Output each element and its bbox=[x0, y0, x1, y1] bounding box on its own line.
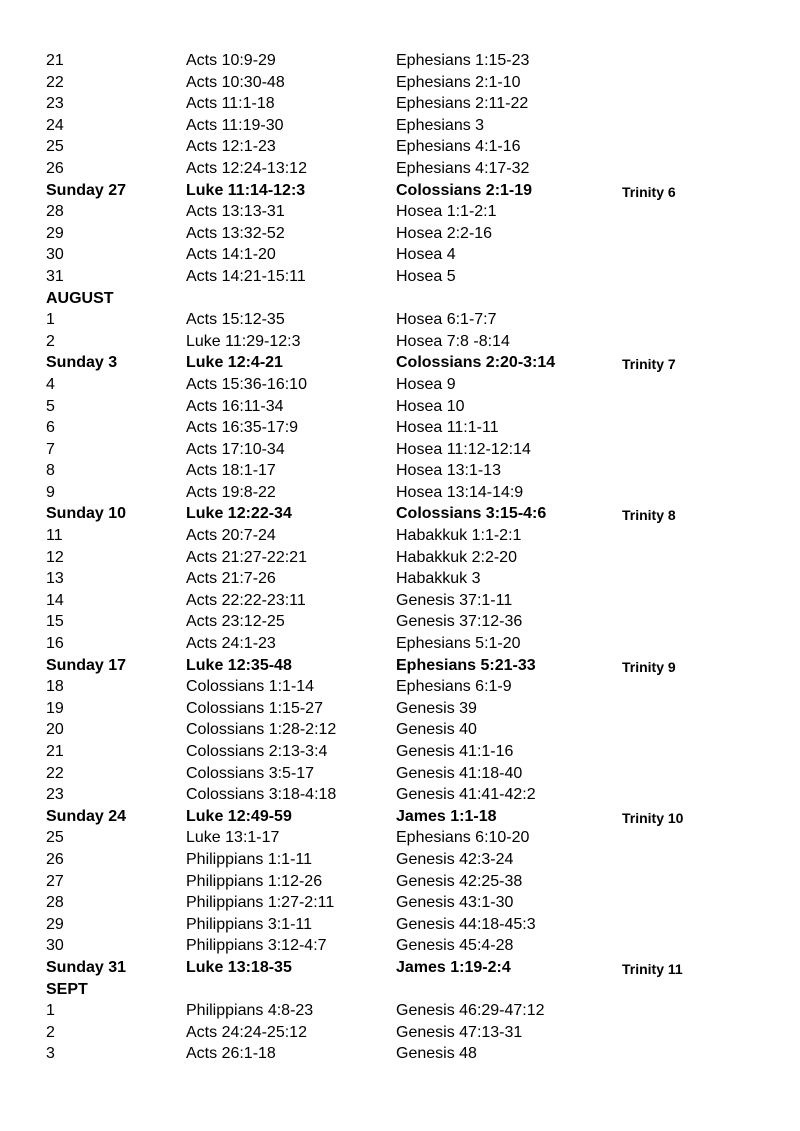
day-label: Sunday 24 bbox=[46, 807, 127, 825]
day-label: 23 bbox=[46, 786, 64, 804]
day-row bbox=[0, 396, 800, 418]
reading-1: Acts 21:27-22:21 bbox=[186, 548, 307, 566]
sunday-row bbox=[0, 503, 800, 525]
reading-1: Luke 11:14-12:3 bbox=[186, 181, 306, 199]
day-label: 15 bbox=[46, 613, 64, 631]
reading-2: Habakkuk 1:1-2:1 bbox=[396, 527, 522, 545]
reading-1: Philippians 3:12-4:7 bbox=[186, 937, 327, 955]
day-label: 1 bbox=[46, 311, 55, 329]
trinity-label: Trinity 10 bbox=[622, 809, 684, 826]
day-row bbox=[0, 482, 800, 504]
day-label: 26 bbox=[46, 850, 64, 868]
day-label: 20 bbox=[46, 721, 64, 739]
day-row bbox=[0, 244, 800, 266]
sunday-row bbox=[0, 180, 800, 202]
reading-1: Acts 15:36-16:10 bbox=[186, 375, 307, 393]
reading-2: Genesis 42:3-24 bbox=[396, 850, 514, 868]
reading-1: Colossians 1:1-14 bbox=[186, 678, 315, 696]
reading-2: Hosea 2:2-16 bbox=[396, 224, 493, 242]
day-label: 16 bbox=[46, 635, 64, 653]
reading-2: Hosea 6:1-7:7 bbox=[396, 311, 497, 329]
reading-2: Ephesians 2:11-22 bbox=[396, 95, 529, 113]
reading-2: Ephesians 6:1-9 bbox=[396, 678, 512, 696]
day-row bbox=[0, 611, 800, 633]
day-label: 5 bbox=[46, 397, 55, 415]
reading-1: Acts 21:7-26 bbox=[186, 570, 276, 588]
month-heading: AUGUST bbox=[46, 289, 114, 307]
reading-2: Hosea 13:14-14:9 bbox=[396, 483, 524, 501]
reading-2: Hosea 10 bbox=[396, 397, 465, 415]
day-row bbox=[0, 871, 800, 893]
day-label: 3 bbox=[46, 1045, 55, 1063]
trinity-label: Trinity 8 bbox=[622, 507, 676, 524]
reading-1: Philippians 1:1-11 bbox=[186, 850, 313, 868]
reading-1: Luke 12:22-34 bbox=[186, 505, 292, 523]
month-heading-row bbox=[0, 288, 800, 310]
trinity-label: Trinity 9 bbox=[622, 658, 676, 675]
day-row bbox=[0, 201, 800, 223]
day-row bbox=[0, 698, 800, 720]
reading-2: Ephesians 3 bbox=[396, 116, 485, 134]
day-row bbox=[0, 1022, 800, 1044]
day-label: 31 bbox=[46, 267, 64, 285]
day-label: 1 bbox=[46, 1002, 55, 1020]
day-label: 13 bbox=[46, 570, 64, 588]
reading-2: Genesis 39 bbox=[396, 699, 477, 717]
reading-2: Genesis 40 bbox=[396, 721, 477, 739]
day-row bbox=[0, 266, 800, 288]
day-row bbox=[0, 568, 800, 590]
reading-1: Acts 11:19-30 bbox=[186, 116, 284, 134]
day-label: 12 bbox=[46, 548, 64, 566]
day-row bbox=[0, 115, 800, 137]
trinity-label: Trinity 7 bbox=[622, 356, 676, 373]
sunday-row bbox=[0, 806, 800, 828]
reading-2: Ephesians 4:1-16 bbox=[396, 138, 521, 156]
day-row bbox=[0, 633, 800, 655]
day-label: 14 bbox=[46, 591, 64, 609]
reading-plan-table bbox=[0, 50, 800, 1065]
day-row bbox=[0, 914, 800, 936]
day-label: Sunday 31 bbox=[46, 958, 127, 976]
reading-2: Colossians 3:15-4:6 bbox=[396, 505, 547, 523]
day-row bbox=[0, 158, 800, 180]
day-label: 2 bbox=[46, 332, 55, 350]
day-label: 30 bbox=[46, 937, 64, 955]
day-label: Sunday 17 bbox=[46, 656, 127, 674]
reading-2: Ephesians 5:21-33 bbox=[396, 656, 536, 674]
day-row bbox=[0, 72, 800, 94]
trinity-label: Trinity 11 bbox=[622, 960, 683, 977]
reading-1: Acts 23:12-25 bbox=[186, 613, 285, 631]
day-row bbox=[0, 676, 800, 698]
reading-1: Philippians 1:12-26 bbox=[186, 872, 323, 890]
day-label: 19 bbox=[46, 699, 64, 717]
day-label: 24 bbox=[46, 116, 64, 134]
reading-1: Colossians 3:5-17 bbox=[186, 764, 315, 782]
day-row bbox=[0, 1043, 800, 1065]
reading-2: Colossians 2:20-3:14 bbox=[396, 354, 556, 372]
day-row bbox=[0, 849, 800, 871]
reading-2: Genesis 47:13-31 bbox=[396, 1023, 523, 1041]
reading-1: Acts 11:1-18 bbox=[186, 95, 275, 113]
day-row bbox=[0, 547, 800, 569]
day-label: 22 bbox=[46, 764, 64, 782]
day-row bbox=[0, 460, 800, 482]
reading-1: Philippians 4:8-23 bbox=[186, 1002, 314, 1020]
day-label: 30 bbox=[46, 246, 64, 264]
reading-1: Colossians 1:28-2:12 bbox=[186, 721, 337, 739]
day-row bbox=[0, 50, 800, 72]
day-row bbox=[0, 935, 800, 957]
reading-2: Genesis 43:1-30 bbox=[396, 894, 514, 912]
day-row bbox=[0, 331, 800, 353]
day-label: Sunday 27 bbox=[46, 181, 127, 199]
reading-2: Genesis 37:1-11 bbox=[396, 591, 513, 609]
month-heading-row bbox=[0, 979, 800, 1001]
reading-1: Luke 12:49-59 bbox=[186, 807, 292, 825]
reading-2: Hosea 11:12-12:14 bbox=[396, 440, 531, 458]
reading-2: Hosea 5 bbox=[396, 267, 456, 285]
day-label: 8 bbox=[46, 462, 55, 480]
reading-1: Luke 13:1-17 bbox=[186, 829, 280, 847]
day-label: 22 bbox=[46, 73, 64, 91]
reading-1: Acts 13:32-52 bbox=[186, 224, 285, 242]
reading-2: Genesis 41:18-40 bbox=[396, 764, 523, 782]
day-label: 23 bbox=[46, 95, 64, 113]
reading-1: Acts 13:13-31 bbox=[186, 203, 285, 221]
reading-1: Acts 18:1-17 bbox=[186, 462, 276, 480]
reading-2: Hosea 7:8 -8:14 bbox=[396, 332, 510, 350]
day-label: 4 bbox=[46, 375, 55, 393]
reading-2: Hosea 13:1-13 bbox=[396, 462, 501, 480]
day-row bbox=[0, 827, 800, 849]
day-label: Sunday 10 bbox=[46, 505, 127, 523]
reading-1: Acts 14:1-20 bbox=[186, 246, 276, 264]
day-label: 29 bbox=[46, 915, 64, 933]
day-label: 21 bbox=[46, 743, 64, 760]
day-label: 28 bbox=[46, 894, 64, 912]
reading-1: Acts 24:1-23 bbox=[186, 635, 276, 653]
reading-2: Genesis 46:29-47:12 bbox=[396, 1002, 545, 1020]
day-label: 2 bbox=[46, 1023, 55, 1041]
reading-2: Habakkuk 3 bbox=[396, 570, 481, 588]
reading-2: Hosea 1:1-2:1 bbox=[396, 203, 497, 221]
reading-2: James 1:19-2:4 bbox=[396, 958, 511, 976]
day-row bbox=[0, 439, 800, 461]
reading-2: James 1:1-18 bbox=[396, 807, 497, 825]
day-label: 27 bbox=[46, 872, 64, 890]
reading-1: Luke 12:4-21 bbox=[186, 354, 283, 372]
reading-2: Hosea 4 bbox=[396, 246, 456, 264]
reading-2: Ephesians 4:17-32 bbox=[396, 159, 530, 177]
reading-1: Colossians 2:13-3:4 bbox=[186, 743, 328, 760]
reading-1: Colossians 3:18-4:18 bbox=[186, 786, 337, 804]
reading-1: Acts 20:7-24 bbox=[186, 527, 276, 545]
day-row bbox=[0, 590, 800, 612]
reading-2: Ephesians 2:1-10 bbox=[396, 73, 521, 91]
reading-1: Acts 14:21-15:11 bbox=[186, 267, 306, 285]
reading-2: Habakkuk 2:2-20 bbox=[396, 548, 517, 566]
day-label: 21 bbox=[46, 52, 64, 69]
reading-1: Acts 16:35-17:9 bbox=[186, 419, 299, 437]
reading-2: Genesis 37:12-36 bbox=[396, 613, 523, 631]
reading-2: Hosea 9 bbox=[396, 375, 456, 393]
day-row bbox=[0, 136, 800, 158]
reading-1: Acts 12:1-23 bbox=[186, 138, 276, 156]
day-label: Sunday 3 bbox=[46, 354, 118, 372]
day-row bbox=[0, 223, 800, 245]
sunday-row bbox=[0, 352, 800, 374]
reading-1: Colossians 1:15-27 bbox=[186, 699, 323, 717]
reading-1: Luke 12:35-48 bbox=[186, 656, 292, 674]
day-row bbox=[0, 374, 800, 396]
day-row bbox=[0, 1000, 800, 1022]
day-row bbox=[0, 741, 800, 763]
day-label: 7 bbox=[46, 440, 55, 458]
day-label: 9 bbox=[46, 483, 55, 501]
month-heading: SEPT bbox=[46, 980, 88, 998]
reading-1: Acts 19:8-22 bbox=[186, 483, 276, 501]
day-row bbox=[0, 93, 800, 115]
day-label: 26 bbox=[46, 159, 64, 177]
day-label: 29 bbox=[46, 224, 64, 242]
reading-2: Genesis 44:18-45:3 bbox=[396, 915, 536, 933]
day-row bbox=[0, 763, 800, 785]
reading-1: Luke 11:29-12:3 bbox=[186, 332, 301, 350]
reading-2: Genesis 48 bbox=[396, 1045, 477, 1063]
reading-2: Ephesians 6:10-20 bbox=[396, 829, 530, 847]
reading-2: Genesis 45:4-28 bbox=[396, 937, 514, 955]
day-label: 25 bbox=[46, 829, 64, 847]
reading-1: Acts 10:30-48 bbox=[186, 73, 285, 91]
reading-1: Acts 22:22-23:11 bbox=[186, 591, 306, 609]
reading-1: Acts 10:9-29 bbox=[186, 52, 276, 69]
reading-1: Luke 13:18-35 bbox=[186, 958, 292, 976]
day-label: 28 bbox=[46, 203, 64, 221]
reading-1: Acts 12:24-13:12 bbox=[186, 159, 307, 177]
reading-1: Acts 16:11-34 bbox=[186, 397, 284, 415]
reading-1: Philippians 3:1-11 bbox=[186, 915, 313, 933]
reading-1: Acts 26:1-18 bbox=[186, 1045, 276, 1063]
reading-2: Hosea 11:1-11 bbox=[396, 419, 499, 437]
reading-1: Philippians 1:27-2:11 bbox=[186, 894, 335, 912]
day-row bbox=[0, 892, 800, 914]
reading-2: Genesis 41:41-42:2 bbox=[396, 786, 536, 804]
day-row bbox=[0, 309, 800, 331]
day-label: 11 bbox=[46, 527, 63, 545]
reading-1: Acts 17:10-34 bbox=[186, 440, 285, 458]
day-label: 18 bbox=[46, 678, 64, 696]
reading-2: Colossians 2:1-19 bbox=[396, 181, 533, 199]
reading-2: Ephesians 5:1-20 bbox=[396, 635, 521, 653]
day-row bbox=[0, 417, 800, 439]
sunday-row bbox=[0, 957, 800, 979]
day-row bbox=[0, 784, 800, 806]
reading-1: Acts 15:12-35 bbox=[186, 311, 285, 329]
day-row bbox=[0, 719, 800, 741]
reading-2: Genesis 41:1-16 bbox=[396, 743, 514, 760]
day-label: 6 bbox=[46, 419, 55, 437]
reading-1: Acts 24:24-25:12 bbox=[186, 1023, 307, 1041]
day-row bbox=[0, 525, 800, 547]
day-label: 25 bbox=[46, 138, 64, 156]
reading-2: Genesis 42:25-38 bbox=[396, 872, 523, 890]
sunday-row bbox=[0, 655, 800, 677]
trinity-label: Trinity 6 bbox=[622, 183, 676, 200]
reading-2: Ephesians 1:15-23 bbox=[396, 52, 530, 69]
